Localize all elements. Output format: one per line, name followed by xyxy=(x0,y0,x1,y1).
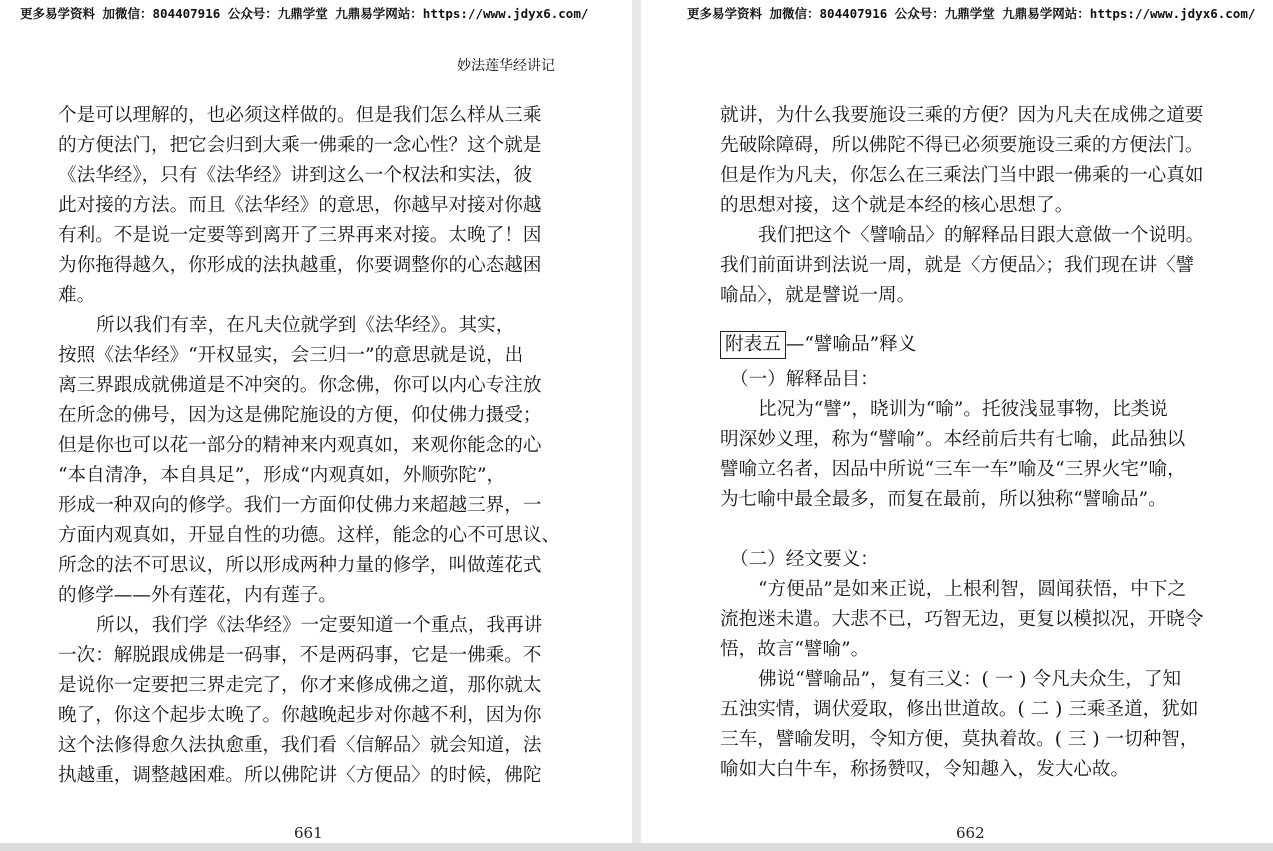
text-line: “本自清净，本自具足”，形成“内观真如，外顺弥陀”， xyxy=(58,465,506,486)
text-line: 在所念的佛号，因为这是佛陀施设的方便，仰仗佛力摄受； xyxy=(58,405,542,426)
section-heading: （二）经文要义： xyxy=(730,549,879,570)
text-line: 形成一种双向的修学。我们一方面仰仗佛力来超越三界，一 xyxy=(58,495,542,516)
text-line: 三车，譬喻发明，令知方便，莫执着故。( 三 ) 一切种智， xyxy=(720,729,1199,750)
text-line: 就讲，为什么我要施设三乘的方便？因为凡夫在成佛之道要 xyxy=(720,105,1204,126)
text-line: 流抱迷未遣。大悲不已，巧智无边，更复以模拟况，开晓令 xyxy=(720,609,1204,630)
text-line: 离三界跟成就佛道是不冲突的。你念佛，你可以内心专注放 xyxy=(58,375,542,396)
text-line: 一次：解脱跟成佛是一码事，不是两码事，它是一佛乘。不 xyxy=(58,645,542,666)
text-line: 但是你也可以花一部分的精神来内观真如，来观你能念的心 xyxy=(58,435,542,456)
text-line: 但是作为凡夫，你怎么在三乘法门当中跟一佛乘的一心真如 xyxy=(720,165,1204,186)
text-line: 五浊实情，调伏爱取，修出世道故。( 二 ) 三乘圣道，犹如 xyxy=(720,699,1199,720)
text-line: 喻如大白牛车，称扬赞叹，令知趣入，发大心故。 xyxy=(720,759,1130,780)
text-line: 按照《法华经》“开权显实，会三归一”的意思就是说，出 xyxy=(58,345,524,366)
text-line: 我们把这个〈譬喻品〉的解释品目跟大意做一个说明。 xyxy=(758,225,1205,246)
text-line: 晚了，你这个起步太晚了。你越晚起步对你越不利，因为你 xyxy=(58,705,542,726)
appendix-title: “譬喻品”释义 xyxy=(804,334,917,355)
right-page-body xyxy=(720,101,1204,785)
blank-line xyxy=(720,515,1204,545)
text-line: 执越重，调整越困难。所以佛陀讲〈方便品〉的时候，佛陀 xyxy=(58,765,542,786)
text-line: 先破除障碍，所以佛陀不得已必须要施设三乘的方便法门。 xyxy=(720,135,1204,156)
text-line: 此对接的方法。而且《法华经》的意思，你越早对接对你越 xyxy=(58,195,542,216)
appendix-label-box: 附表五 xyxy=(720,331,786,359)
text-line: 是说你一定要把三界走完了，你才来修成佛之道，那你就太 xyxy=(58,675,542,696)
text-line: 譬喻立名者，因品中所说“三车一车”喻及“三界火宅”喻， xyxy=(720,459,1186,480)
text-line: 明深妙义理，称为“譬喻”。本经前后共有七喻，此品独以 xyxy=(720,429,1186,450)
text-line: 所以，我们学《法华经》一定要知道一个重点，我再讲 xyxy=(96,615,543,636)
text-line: 悟，故言“譬喻”。 xyxy=(720,639,870,660)
text-line: 难。 xyxy=(58,285,96,306)
text-line: 所以我们有幸，在凡夫位就学到《法华经》。其实， xyxy=(96,315,515,336)
text-line: 的方便法门，把它会归到大乘一佛乘的一念心性？这个就是 xyxy=(58,135,542,156)
watermark-text: 更多易学资料 加微信：804407916 公众号：九鼎学堂 九鼎易学网站：https://www.jdyx6.com/ xyxy=(687,6,1256,21)
text-line: 的修学——外有莲花，内有莲子。 xyxy=(58,585,337,606)
viewer-bottom-bar xyxy=(0,843,1273,851)
text-line: 个是可以理解的，也必须这样做的。但是我们怎么样从三乘 xyxy=(58,105,542,126)
text-line: 我们前面讲到法说一周，就是〈方便品〉；我们现在讲〈譬 xyxy=(720,255,1195,276)
text-line: 的思想对接，这个就是本经的核心思想了。 xyxy=(720,195,1074,216)
text-line: 比况为“譬”，晓训为“喻”。托彼浅显事物，比类说 xyxy=(758,399,1168,420)
text-line: “方便品”是如来正说，上根利智，圆闻获悟，中下之 xyxy=(758,579,1187,600)
appendix-dash: — xyxy=(785,334,805,355)
text-line: 方面内观真如，开显自性的功德。这样，能念的心不可思议、 xyxy=(58,525,561,546)
left-page-body xyxy=(58,101,560,791)
text-line: 这个法修得愈久法执愈重，我们看〈信解品〉就会知道，法 xyxy=(58,735,542,756)
text-line: 《法华经》，只有《法华经》讲到这么一个权法和实法，彼 xyxy=(58,165,533,186)
right-page xyxy=(641,0,1273,843)
text-line: 为七喻中最全最多，而复在最前，所以独称“譬喻品”。 xyxy=(720,489,1167,510)
page-number: 662 xyxy=(956,824,985,842)
section-heading: （一）解释品目： xyxy=(730,369,879,390)
page-number: 661 xyxy=(294,824,323,842)
running-header: 妙法莲华经讲记 xyxy=(457,58,555,74)
text-line: 喻品〉，就是譬说一周。 xyxy=(720,285,916,306)
text-line: 佛说“譬喻品”，复有三义：( 一 ) 令凡夫众生，了知 xyxy=(758,669,1182,690)
text-line: 所念的法不可思议，所以形成两种力量的修学，叫做莲花式 xyxy=(58,555,542,576)
left-page xyxy=(0,0,632,843)
watermark-text: 更多易学资料 加微信：804407916 公众号：九鼎学堂 九鼎易学网站：https://www.jdyx6.com/ xyxy=(20,6,589,21)
text-line: 有利。不是说一定要等到离开了三界再来对接。太晚了！因 xyxy=(58,225,542,246)
text-line: 为你拖得越久，你形成的法执越重，你要调整你的心态越困 xyxy=(58,255,542,276)
appendix-heading xyxy=(720,325,1204,365)
